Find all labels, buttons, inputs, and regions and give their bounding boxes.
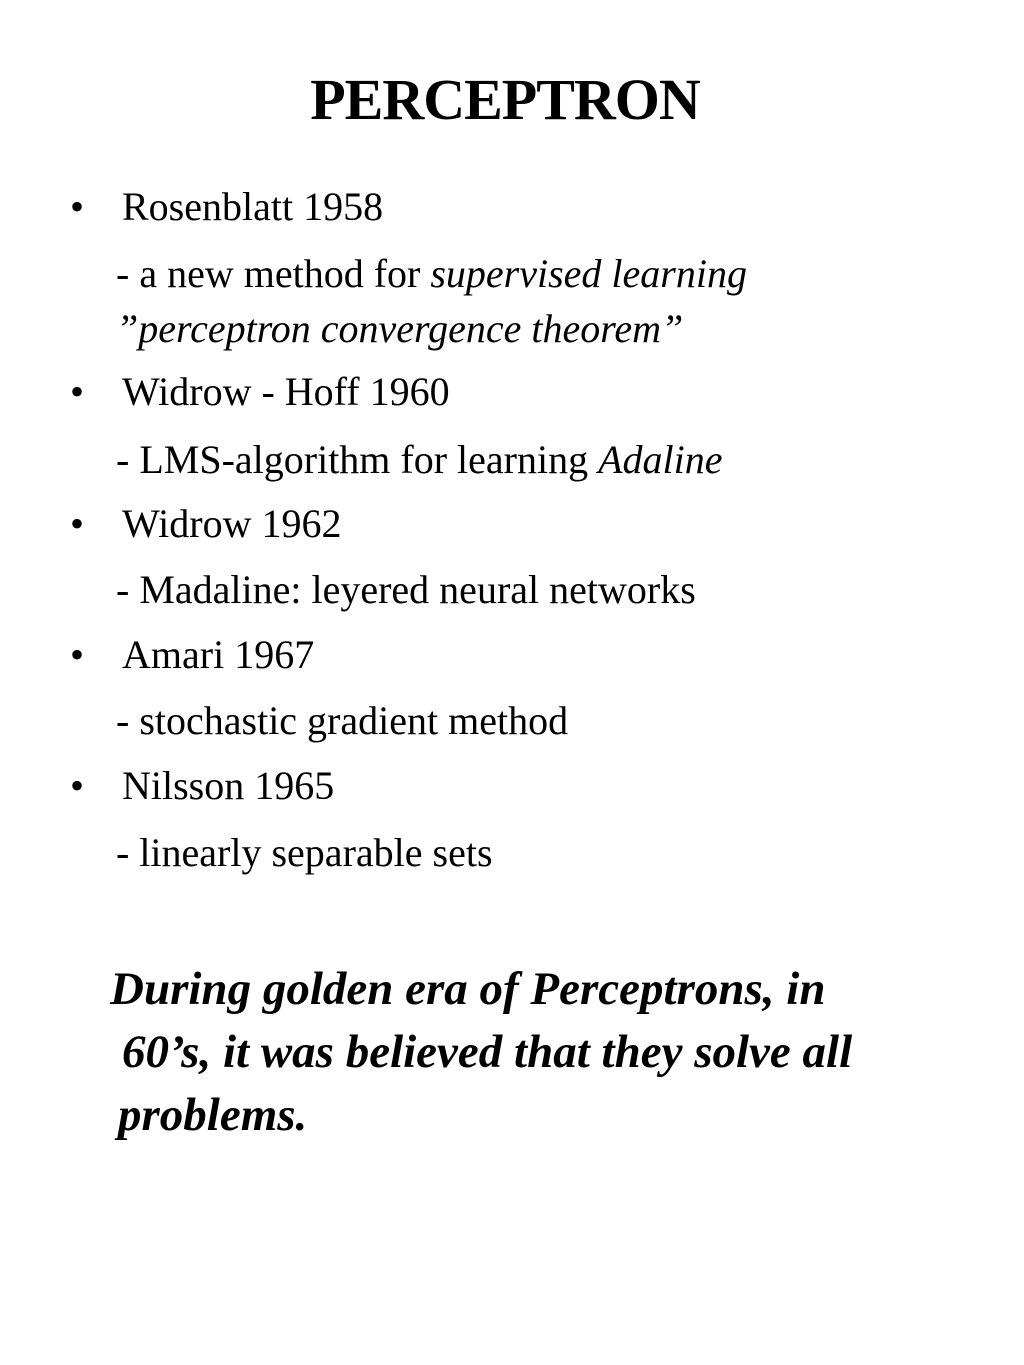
sub-item-text: - Madaline: leyered neural networks [116, 567, 696, 612]
bullet-item-nilsson [70, 760, 334, 812]
bullet-heading: Rosenblatt 1958 [122, 184, 384, 229]
bullet-item-rosenblatt [70, 181, 383, 233]
bullet-icon: • [70, 501, 85, 546]
bullet-item-widrow [70, 498, 341, 550]
sub-item-text: - a new method for [116, 251, 431, 296]
bullet-heading: Nilsson 1965 [122, 763, 335, 808]
bullet-icon: • [70, 369, 85, 414]
sub-item-amari-detail [116, 693, 568, 748]
closing-note [110, 958, 970, 1147]
sub-item-italic-text: Adaline [598, 437, 723, 482]
bullet-item-widrow-hoff [70, 366, 450, 418]
bullet-icon: • [70, 763, 85, 808]
bullet-icon: • [70, 632, 85, 677]
bullet-heading: Widrow - Hoff 1960 [122, 369, 450, 414]
closing-note-line3: problems. [118, 1089, 308, 1141]
bullet-icon: • [70, 184, 85, 229]
bullet-item-amari [70, 629, 314, 681]
sub-item-rosenblatt-theorem: ”perceptron convergence theorem” [116, 306, 684, 351]
closing-note-line1: During golden era of Perceptrons, in [110, 963, 826, 1015]
sub-item-text: - stochastic gradient method [116, 698, 569, 743]
closing-note-line2: 60’s, it was believed that they solve all [122, 1026, 853, 1078]
bullet-heading: Amari 1967 [122, 632, 315, 677]
bullet-heading: Widrow 1962 [122, 501, 342, 546]
sub-item-widrow-detail [116, 562, 696, 617]
sub-item-widrow-hoff-detail [116, 432, 723, 487]
sub-item-italic-text: supervised learning [430, 251, 747, 296]
sub-item-nilsson-detail [116, 825, 493, 880]
sub-item-text: - linearly separable sets [116, 830, 493, 875]
slide-title: PERCEPTRON [310, 67, 700, 132]
sub-item-text: - LMS-algorithm for learning [116, 437, 599, 482]
sub-item-rosenblatt-detail [116, 246, 747, 301]
